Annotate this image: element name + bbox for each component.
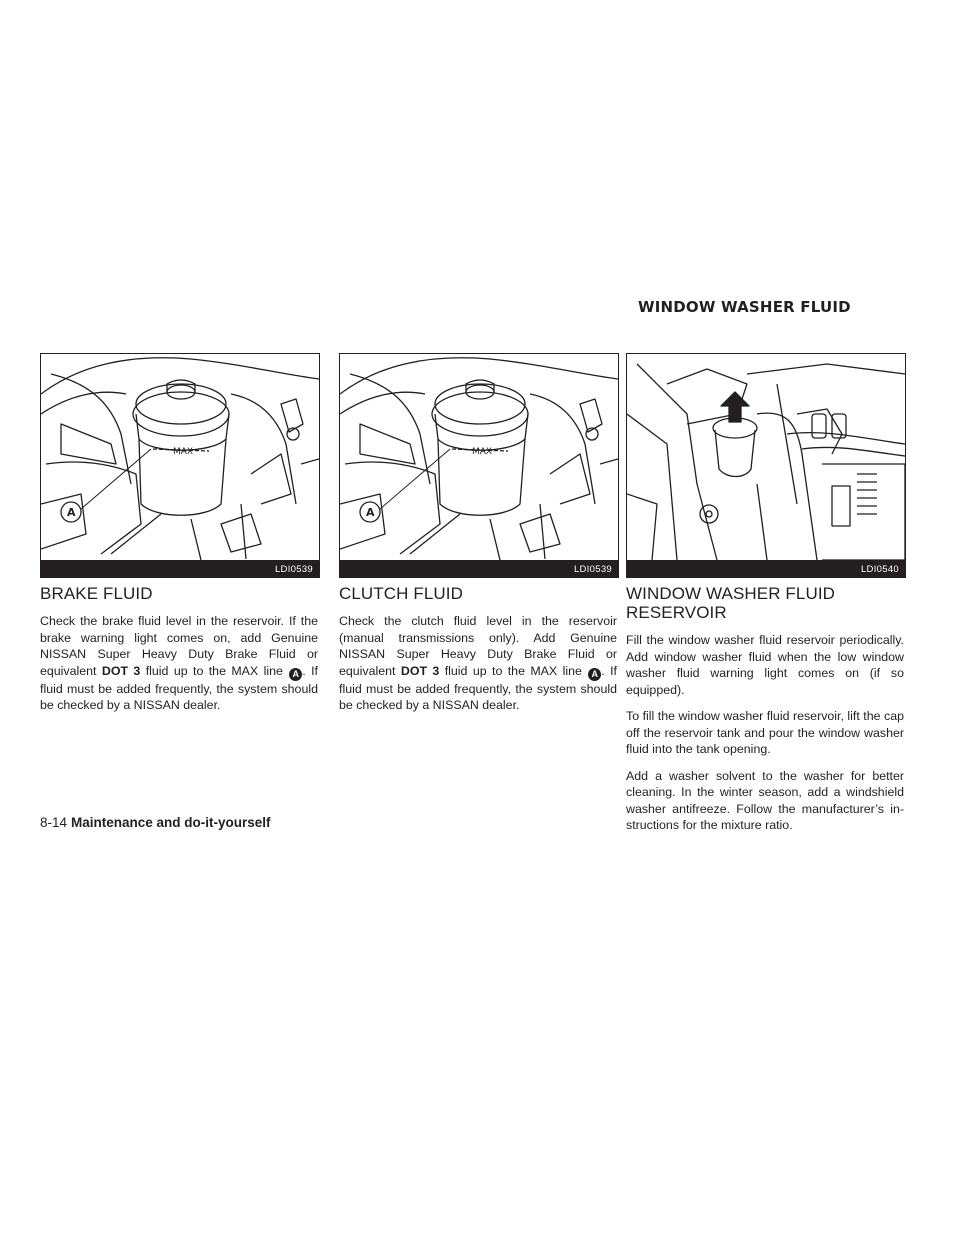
- brake-fluid-section: [40, 584, 318, 724]
- callout-a-marker: A: [289, 668, 302, 681]
- chapter-title: Maintenance and do-it-yourself: [71, 815, 271, 830]
- figure-code: LDI0539: [274, 564, 313, 575]
- brake-fluid-illustration: [40, 353, 320, 578]
- figure-caption-bar: [627, 560, 905, 577]
- figure-code: LDI0540: [860, 564, 899, 575]
- figure-caption-bar: [340, 560, 618, 577]
- clutch-fluid-section: [339, 584, 617, 724]
- washer-paragraph: Fill the window washer fluid reservoir periodically. Add window washer fluid when the low window washer fluid warning light comes on (if so equipped).: [626, 633, 904, 697]
- clutch-fluid-body: Check the clutch fluid level in the reservoir (manual transmissions only). Add Genuine NISSAN Super Heavy Duty Brake Fluid or equivalent DOT 3 fluid up to the MAX line A . If fluid must be added frequently, the system should be checked by a NISSAN dealer.: [339, 614, 617, 712]
- max-line-label: MAX: [472, 447, 493, 457]
- max-line-label: MAX: [173, 447, 194, 457]
- clutch-fluid-title: CLUTCH FLUID: [339, 584, 463, 603]
- washer-fluid-section: [626, 584, 904, 844]
- section-heading: WINDOW WASHER FLUID: [638, 298, 851, 316]
- page-footer: [40, 815, 271, 830]
- page-number: 8-14: [40, 815, 68, 830]
- brake-fluid-title: BRAKE FLUID: [40, 584, 153, 603]
- washer-paragraph: Add a washer solvent to the washer for better cleaning. In the winter season, add a windshield washer antifreeze. Follow the manufacturer’s in-structions for the mixture ratio.: [626, 768, 904, 832]
- brake-fluid-body: Check the brake fluid level in the reservoir. If the brake warning light comes on, add Genuine NISSAN Super Heavy Duty Brake Fluid or equivalent DOT 3 fluid up to the MAX line A . If fluid must be added frequently, the system should be checked by a NISSAN dealer.: [40, 614, 318, 712]
- washer-paragraph: To fill the window washer fluid reservoir, lift the cap off the reservoir tank and pour the window washer fluid into the tank opening.: [626, 709, 904, 756]
- figure-code: LDI0539: [573, 564, 612, 575]
- callout-a: A: [366, 506, 375, 519]
- clutch-fluid-illustration: [339, 353, 619, 578]
- washer-fluid-illustration: [626, 353, 906, 578]
- callout-a: A: [67, 506, 76, 519]
- figure-caption-bar: [41, 560, 319, 577]
- washer-fluid-title: WINDOW WASHER FLUID RESERVOIR: [626, 584, 836, 622]
- callout-a-marker: A: [588, 668, 601, 681]
